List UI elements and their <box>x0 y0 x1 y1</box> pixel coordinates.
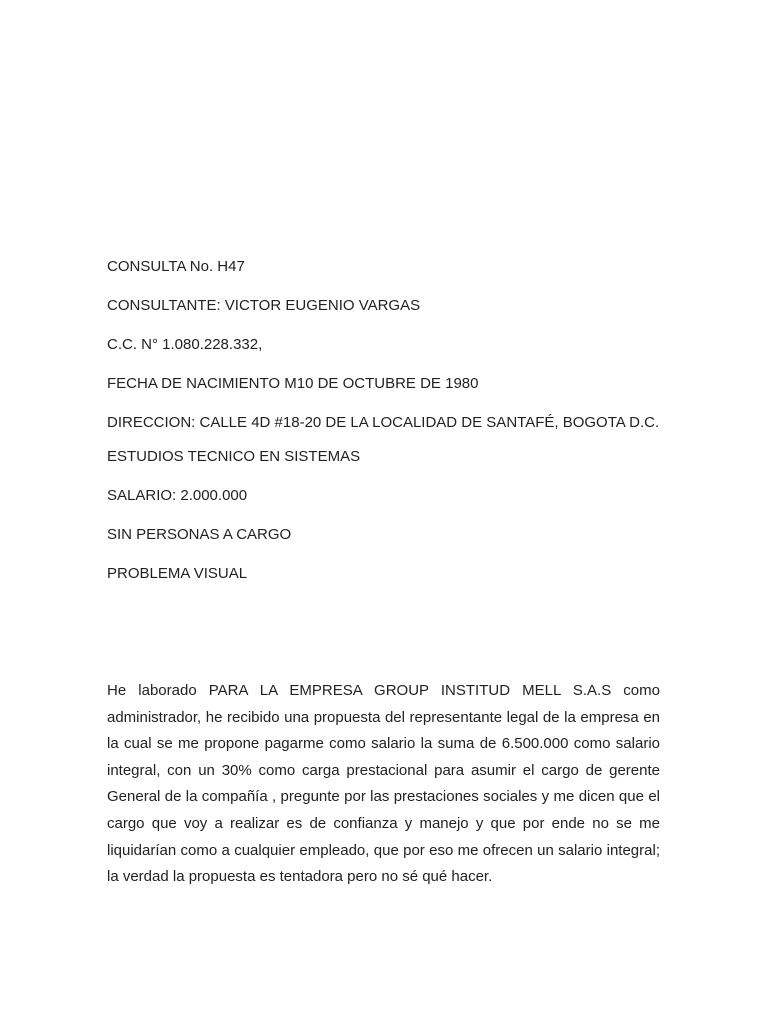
case-description: He laborado PARA LA EMPRESA GROUP INSTITUD MELL S.A.S como administrador, he recibido una propuesta del representante legal de la empresa en la cual se me propone pagarme como salario la suma de 6.500.000 como salario integral, con un 30% como carga prestacional para asumir el cargo de gerente General de la compañía , pregunte por las prestaciones sociales y me dicen que el cargo que voy a realizar es de confianza y manejo y que por ende no se me liquidarían como a cualquier empleado, que por eso me ofrecen un salario integral; la verdad la propuesta es tentadora pero no sé qué hacer. <box>107 682 660 886</box>
case-header <box>107 257 660 603</box>
consultante-name: CONSULTANTE: VICTOR EUGENIO VARGAS <box>107 297 421 314</box>
dependents: SIN PERSONAS A CARGO <box>107 526 292 543</box>
birth-date: FECHA DE NACIMIENTO M10 DE OCTUBRE DE 1980 <box>107 375 479 392</box>
consulta-number: CONSULTA No. H47 <box>107 258 245 275</box>
studies: ESTUDIOS TECNICO EN SISTEMAS <box>107 448 361 465</box>
problem: PROBLEMA VISUAL <box>107 565 248 582</box>
cedula-number: C.C. N° 1.080.228.332, <box>107 336 263 353</box>
address: DIRECCION: CALLE 4D #18-20 DE LA LOCALIDAD DE SANTAFÉ, BOGOTA D.C. <box>107 414 660 431</box>
salary: SALARIO: 2.000.000 <box>107 487 248 504</box>
